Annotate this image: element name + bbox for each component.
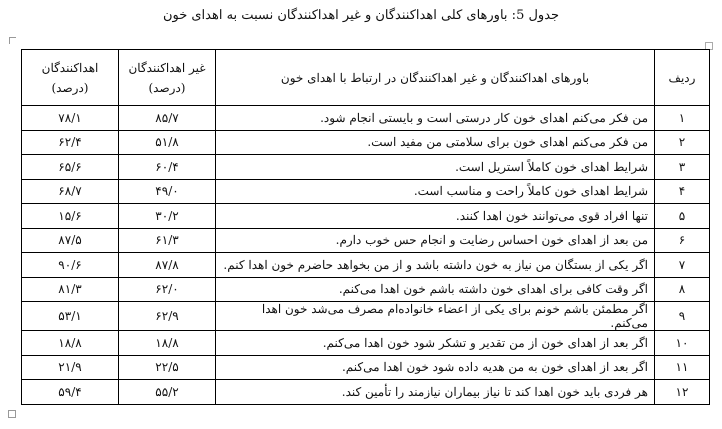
table-row <box>22 155 710 180</box>
belief-text: شرایط اهدای خون کاملاً راحت و مناسب است. <box>216 179 655 204</box>
table-row <box>22 228 710 253</box>
corner-marker <box>9 37 16 44</box>
belief-text: من فکر می‌کنم اهدای خون برای سلامتی من مفید است. <box>216 130 655 155</box>
table-row <box>22 130 710 155</box>
non-donors-value: ۶۱/۳ <box>119 228 216 253</box>
non-donors-value: ۶۲/۰ <box>119 277 216 302</box>
row-no: ۱ <box>655 106 710 131</box>
table-row <box>22 355 710 380</box>
beliefs-table <box>21 49 710 405</box>
table-row <box>22 380 710 405</box>
belief-text: هر فردی باید خون اهدا کند تا نیاز بیماران نیازمند را تأمین کند. <box>216 380 655 405</box>
table-row <box>22 253 710 278</box>
belief-text: اگر بعد از اهدای خون به من هدیه داده شود خون اهدا می‌کنم. <box>216 355 655 380</box>
belief-text: تنها افراد قوی می‌توانند خون اهدا کنند. <box>216 204 655 229</box>
donors-value: ۱۵/۶ <box>22 204 119 229</box>
header-belief: باورهای اهداکنندگان و غیر اهداکنندگان در ارتباط با اهدای خون <box>216 50 655 106</box>
belief-text: اگر یکی از بستگان من نیاز به خون داشته باشد و از من بخواهد حاضرم خون اهدا کنم. <box>216 253 655 278</box>
header-non-donors <box>119 50 216 106</box>
belief-text: اگر بعد از اهدای خون از من تقدیر و تشکر شود خون اهدا می‌کنم. <box>216 331 655 356</box>
donors-value: ۸۷/۵ <box>22 228 119 253</box>
table-row <box>22 302 710 331</box>
row-no: ۴ <box>655 179 710 204</box>
corner-marker <box>8 410 16 418</box>
row-no: ۱۱ <box>655 355 710 380</box>
donors-value: ۵۳/۱ <box>22 302 119 331</box>
table-row <box>22 179 710 204</box>
donors-value: ۱۸/۸ <box>22 331 119 356</box>
non-donors-value: ۶۲/۹ <box>119 302 216 331</box>
non-donors-value: ۳۰/۲ <box>119 204 216 229</box>
row-no: ۸ <box>655 277 710 302</box>
header-donors-label: اهداکنندگان <box>41 60 99 75</box>
belief-text: شرایط اهدای خون کاملاً استریل است. <box>216 155 655 180</box>
non-donors-value: ۸۵/۷ <box>119 106 216 131</box>
donors-value: ۶۵/۶ <box>22 155 119 180</box>
belief-text: من فکر می‌کنم اهدای خون کار درستی است و بایستی انجام شود. <box>216 106 655 131</box>
non-donors-value: ۵۵/۲ <box>119 380 216 405</box>
donors-value: ۷۸/۱ <box>22 106 119 131</box>
belief-text: اگر وقت کافی برای اهدای خون داشته باشم خون اهدا می‌کنم. <box>216 277 655 302</box>
header-non-donors-unit: (درصد) <box>148 80 186 95</box>
table-row <box>22 331 710 356</box>
row-no: ۶ <box>655 228 710 253</box>
row-no: ۱۲ <box>655 380 710 405</box>
donors-value: ۶۸/۷ <box>22 179 119 204</box>
donors-value: ۸۱/۳ <box>22 277 119 302</box>
non-donors-value: ۶۰/۴ <box>119 155 216 180</box>
belief-text: من بعد از اهدای خون احساس رضایت و انجام حس خوب دارم. <box>216 228 655 253</box>
header-row-no: ردیف <box>655 50 710 106</box>
non-donors-value: ۴۹/۰ <box>119 179 216 204</box>
table-row <box>22 277 710 302</box>
table-caption: جدول 5: باورهای کلی اهداکنندگان و غیر اهداکنندگان نسبت به اهدای خون <box>162 8 560 23</box>
donors-value: ۲۱/۹ <box>22 355 119 380</box>
donors-value: ۹۰/۶ <box>22 253 119 278</box>
header-non-donors-label: غیر اهداکنندگان <box>128 60 206 75</box>
header-donors <box>22 50 119 106</box>
donors-value: ۶۲/۴ <box>22 130 119 155</box>
row-no: ۹ <box>655 302 710 331</box>
row-no: ۵ <box>655 204 710 229</box>
donors-value: ۵۹/۴ <box>22 380 119 405</box>
table-row <box>22 204 710 229</box>
row-no: ۱۰ <box>655 331 710 356</box>
table-header-row <box>22 50 710 106</box>
non-donors-value: ۵۱/۸ <box>119 130 216 155</box>
row-no: ۲ <box>655 130 710 155</box>
non-donors-value: ۲۲/۵ <box>119 355 216 380</box>
row-no: ۳ <box>655 155 710 180</box>
table-row <box>22 106 710 131</box>
row-no: ۷ <box>655 253 710 278</box>
non-donors-value: ۸۷/۸ <box>119 253 216 278</box>
belief-text: اگر مطمئن باشم خونم برای یکی از اعضاء خانواده‌ام مصرف می‌شد خون اهدا می‌کنم. <box>216 302 655 331</box>
header-donors-unit: (درصد) <box>51 80 89 95</box>
non-donors-value: ۱۸/۸ <box>119 331 216 356</box>
